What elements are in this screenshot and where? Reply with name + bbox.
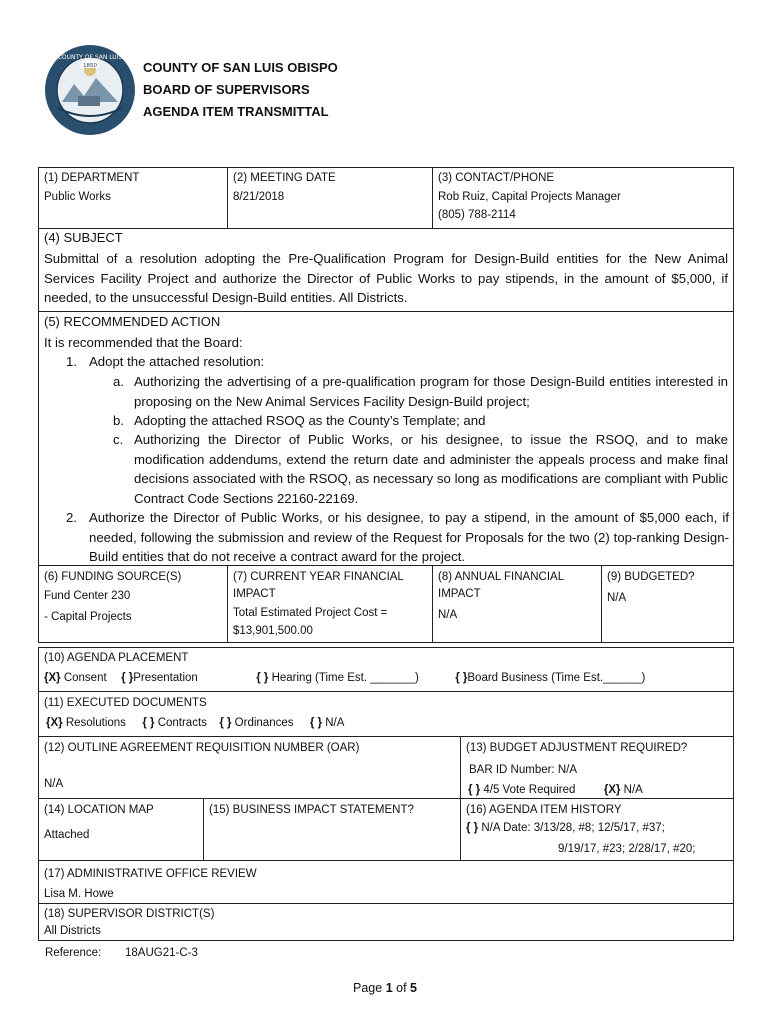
oar-value: N/A <box>44 778 64 790</box>
resolutions-label: Resolutions <box>65 717 126 729</box>
budget-adjustment-label: (13) BUDGET ADJUSTMENT REQUIRED? <box>466 742 688 754</box>
supervisor-district-value: All Districts <box>44 925 101 937</box>
recommended-action-label: (5) RECOMMENDED ACTION <box>44 314 221 329</box>
hearing-label: Hearing (Time Est. _______) <box>271 672 419 684</box>
page-footer <box>0 981 770 995</box>
budgeted-value: N/A <box>607 592 627 604</box>
recommended-intro: It is recommended that the Board: <box>44 335 243 350</box>
presentation-checkbox[interactable]: { } <box>121 672 134 684</box>
annual-impact-label-1: (8) ANNUAL FINANCIAL <box>438 571 565 583</box>
sub-b-text: Adopting the attached RSOQ as the County’s Template; and <box>134 413 486 428</box>
reference-value: 18AUG21-C-3 <box>125 947 198 959</box>
vote-label: 4/5 Vote Required <box>483 784 576 796</box>
budgeted-label: (9) BUDGETED? <box>607 571 695 583</box>
header-line-1: COUNTY OF SAN LUIS OBISPO <box>143 60 338 75</box>
budget-na-label: N/A <box>623 784 643 796</box>
vote-options <box>468 782 643 799</box>
item-2-text: Authorize the Director of Public Works, or his designee, to pay a stipend, in the amount of $5,000 each, if needed, following the submission and review of the Request for Proposals for the two (2) top-ranking Design-Build entities that do not receive a contract award for the project. <box>89 510 729 564</box>
admin-review-label: (17) ADMINISTRATIVE OFFICE REVIEW <box>44 868 257 880</box>
department-value: Public Works <box>44 191 111 203</box>
business-impact-label: (15) BUSINESS IMPACT STATEMENT? <box>209 804 414 816</box>
agenda-history-line-1 <box>466 820 665 837</box>
funding-source-label: (6) FUNDING SOURCE(S) <box>44 571 182 583</box>
sub-b-number: b. <box>113 413 124 428</box>
header-line-3: AGENDA ITEM TRANSMITTAL <box>143 104 329 119</box>
agenda-placement-options <box>44 670 645 687</box>
location-map-label: (14) LOCATION MAP <box>44 804 154 816</box>
current-impact-label-2: IMPACT <box>233 588 276 600</box>
contact-value-phone: (805) 788-2114 <box>438 209 516 221</box>
ordinances-label: Ordinances <box>234 717 294 729</box>
svg-text:COUNTY OF SAN LUIS: COUNTY OF SAN LUIS <box>57 54 123 61</box>
department-label: (1) DEPARTMENT <box>44 172 140 184</box>
agenda-history-label: (16) AGENDA ITEM HISTORY <box>466 804 622 816</box>
contracts-checkbox[interactable]: { } <box>142 717 155 729</box>
history-dates-1: N/A Date: 3/13/28, #8; 12/5/17, #37; <box>481 822 665 834</box>
board-business-label: Board Business (Time Est.______) <box>467 672 646 684</box>
supervisor-district-label: (18) SUPERVISOR DISTRICT(S) <box>44 908 215 920</box>
budget-na-checkbox[interactable]: {X} <box>603 784 621 796</box>
annual-impact-label-2: IMPACT <box>438 588 481 600</box>
page-word: Page <box>353 981 383 995</box>
contracts-label: Contracts <box>157 717 207 729</box>
history-checkbox[interactable]: { } <box>466 822 479 834</box>
contact-value-name: Rob Ruiz, Capital Projects Manager <box>438 191 621 203</box>
bar-id-number: BAR ID Number: N/A <box>469 764 577 776</box>
board-business-checkbox[interactable]: { } <box>455 672 468 684</box>
location-map-value: Attached <box>44 829 90 841</box>
item-1-text: Adopt the attached resolution: <box>89 354 265 369</box>
sub-c-text: Authorizing the Director of Public Works, or his designee, to issue the RSOQ, and to make modification addendums, extend the return date and administer the appeals process and make final decisions associated with the RSOQ, as necessary so long as modifications are compliant with Public Contract Code Sections 22160-22169. <box>134 432 728 506</box>
county-seal <box>44 44 136 136</box>
current-impact-value-1: Total Estimated Project Cost = <box>233 607 388 619</box>
na-label: N/A <box>325 717 345 729</box>
reference-label: Reference: <box>45 947 102 959</box>
item-2-number: 2. <box>66 510 77 525</box>
current-impact-label-1: (7) CURRENT YEAR FINANCIAL <box>233 571 404 583</box>
item-1-number: 1. <box>66 354 77 369</box>
presentation-label: Presentation <box>133 672 198 684</box>
vote-checkbox[interactable]: { } <box>468 784 481 796</box>
page-number: 1 <box>385 981 393 995</box>
resolutions-checkbox[interactable]: {X} <box>46 717 63 729</box>
consent-label: Consent <box>63 672 107 684</box>
executed-documents-options <box>46 715 344 732</box>
meeting-date-value: 8/21/2018 <box>233 191 285 203</box>
admin-review-value: Lisa M. Howe <box>44 888 114 900</box>
history-dates-2: 9/19/17, #23; 2/28/17, #20; <box>558 843 696 855</box>
header-line-2: BOARD OF SUPERVISORS <box>143 82 310 97</box>
funding-source-value-1: Fund Center 230 <box>44 590 131 602</box>
annual-impact-value: N/A <box>438 609 458 621</box>
subject-label: (4) SUBJECT <box>44 230 123 245</box>
sub-a-text: Authorizing the advertising of a pre-qualification program for those Design-Build entities interested in proposing on the New Animal Services Facility Design-Build project; <box>134 374 728 409</box>
of-word: of <box>396 981 407 995</box>
subject-text: Submittal of a resolution adopting the Pre-Qualification Program for Design-Build entities for the New Animal Services Facility Project and authorize the Director of Public Works to pay stipends, in the amount of $5,000, if needed, to the unsuccessful Design-Build entities. All Districts. <box>44 251 728 305</box>
contact-label: (3) CONTACT/PHONE <box>438 172 555 184</box>
oar-label: (12) OUTLINE AGREEMENT REQUISITION NUMBER (OAR) <box>44 742 360 754</box>
consent-checkbox[interactable]: {X} <box>44 672 61 684</box>
page-total: 5 <box>410 981 417 995</box>
sub-a-number: a. <box>113 374 124 389</box>
agenda-placement-label: (10) AGENDA PLACEMENT <box>44 652 189 664</box>
executed-documents-label: (11) EXECUTED DOCUMENTS <box>44 697 207 709</box>
funding-source-value-2: - Capital Projects <box>44 611 132 623</box>
sub-c-number: c. <box>113 432 124 447</box>
ordinances-checkbox[interactable]: { } <box>219 717 232 729</box>
meeting-date-label: (2) MEETING DATE <box>233 172 336 184</box>
current-impact-value-2: $13,901,500.00 <box>233 625 313 637</box>
na-checkbox[interactable]: { } <box>309 717 323 729</box>
hearing-checkbox[interactable]: { } <box>256 672 269 684</box>
svg-text:1850: 1850 <box>83 63 97 69</box>
